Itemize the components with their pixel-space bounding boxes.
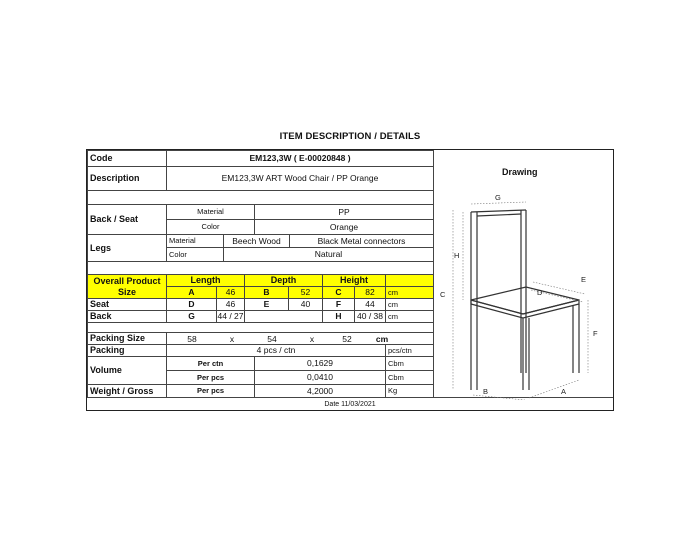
letter-d: D	[537, 288, 543, 297]
dim-line-g	[471, 202, 526, 204]
weight-per-pcs-label: Per pcs	[166, 384, 255, 398]
packing-size-x1: x	[229, 333, 235, 344]
overall-size-label-line2: Size	[117, 286, 136, 297]
b-value: 52	[288, 286, 323, 299]
g-letter: G	[166, 310, 217, 323]
packing-size-v2: 54	[267, 333, 277, 344]
back-label: Back	[87, 310, 167, 323]
back-seat-color: Orange	[254, 219, 434, 235]
e-letter: E	[244, 298, 289, 311]
description-label: Description	[87, 166, 167, 191]
volume-label: Volume	[87, 356, 167, 385]
h-value: 40 / 38	[354, 310, 386, 323]
h-letter: H	[322, 310, 355, 323]
a-value: 46	[216, 286, 245, 299]
back-seat-color-label: Color	[166, 219, 255, 235]
back-seat-material: PP	[254, 204, 434, 220]
volume-per-pcs-value: 0,0410	[254, 370, 386, 385]
overall-unit: cm	[385, 286, 434, 299]
dim-line-b	[473, 395, 525, 400]
d-letter: D	[166, 298, 217, 311]
letter-f: F	[593, 329, 598, 338]
e-value: 40	[288, 298, 323, 311]
back-top-rail	[471, 210, 526, 212]
legs-material-1: Beech Wood	[223, 234, 290, 248]
volume-per-pcs-label: Per pcs	[166, 370, 255, 385]
volume-per-ctn-value: 0,1629	[254, 356, 386, 371]
back-unit: cm	[385, 310, 434, 323]
f-value: 44	[354, 298, 386, 311]
legs-material-2: Black Metal connectors	[289, 234, 434, 248]
dim-line-a	[529, 380, 579, 398]
packing-size-label: Packing Size	[87, 332, 167, 345]
packing-label: Packing	[87, 344, 167, 357]
g-value: 44 / 27	[217, 311, 244, 322]
c-value: 82	[354, 286, 386, 299]
back-seat-material-label: Material	[166, 204, 255, 220]
height-header: Height	[322, 274, 386, 287]
packing-value: 4 pcs / ctn	[166, 344, 386, 357]
code-value: EM123,3W ( E-00020848 )	[166, 150, 434, 167]
volume-per-ctn-label: Per ctn	[166, 356, 255, 371]
d-value: 46	[216, 298, 245, 311]
back-seat-label: Back / Seat	[87, 204, 167, 235]
letter-c: C	[440, 290, 446, 299]
drawing-title: Drawing	[502, 167, 538, 177]
packing-size-unit: cm	[375, 333, 389, 344]
legs-color-label: Color	[166, 247, 224, 262]
b-letter: B	[244, 286, 289, 299]
letter-g: G	[495, 193, 501, 202]
seat-edge	[471, 300, 579, 318]
overall-size-label	[87, 274, 167, 299]
page-title: ITEM DESCRIPTION / DETAILS	[279, 131, 421, 142]
back-top-rail-inner	[477, 214, 521, 216]
spacer-row	[87, 261, 434, 275]
packing-size-v1: 58	[187, 333, 197, 344]
a-letter: A	[166, 286, 217, 299]
overall-size-label-line1: Overall Product	[93, 275, 161, 286]
description-value: EM123,3W ART Wood Chair / PP Orange	[166, 166, 434, 191]
code-label: Code	[87, 150, 167, 167]
seat-label: Seat	[87, 298, 167, 311]
letter-b: B	[483, 387, 489, 396]
letter-e: E	[581, 275, 587, 284]
spacer-row	[87, 190, 434, 205]
legs-label: Legs	[87, 234, 167, 262]
seat-top	[471, 287, 579, 314]
c-letter: C	[322, 286, 355, 299]
chair-drawing	[433, 190, 613, 400]
volume-ctn-unit: Cbm	[385, 356, 434, 371]
details-sheet	[86, 149, 614, 411]
volume-pcs-unit: Cbm	[385, 370, 434, 385]
f-letter: F	[322, 298, 355, 311]
weight-label: Weight / Gross	[87, 384, 167, 398]
legs-material-label: Material	[166, 234, 224, 248]
packing-size-v3: 52	[342, 333, 352, 344]
letter-a: A	[561, 387, 567, 396]
letter-h: H	[454, 251, 460, 260]
legs-color: Natural	[223, 247, 434, 262]
seat-unit: cm	[385, 298, 434, 311]
date-stamp: Date 11/03/2021	[87, 397, 613, 410]
packing-size-x2: x	[309, 333, 315, 344]
packing-unit: pcs/ctn	[385, 344, 434, 357]
depth-header: Depth	[244, 274, 323, 287]
weight-value: 4,2000	[254, 384, 386, 398]
weight-unit: Kg	[385, 384, 434, 398]
length-header: Length	[166, 274, 245, 287]
